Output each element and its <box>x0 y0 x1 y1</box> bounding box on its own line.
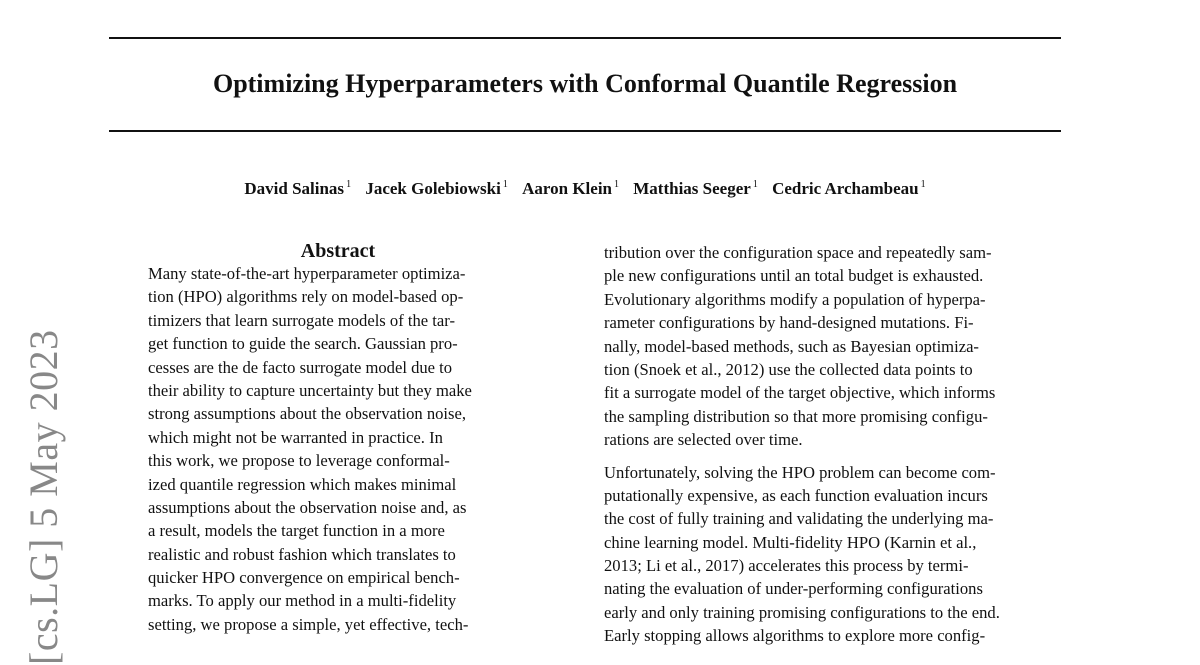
abstract-line: which might not be warranted in practice. In <box>148 427 443 447</box>
author-name: Matthias Seeger <box>633 178 751 198</box>
author-name: Aaron Klein <box>522 178 612 198</box>
author-affiliation: 1 <box>614 179 619 190</box>
author <box>522 179 619 198</box>
abstract-line: Many state-of-the-art hyperparameter optimiza- <box>148 264 466 283</box>
title-top-rule <box>109 37 1061 39</box>
author-affiliation: 1 <box>752 179 758 190</box>
body-line: fit a surrogate model of the target objective, which informs <box>604 383 996 403</box>
body-line: Unfortunately, solving the HPO problem can become com- <box>604 462 996 482</box>
abstract-line: cesses are the de facto surrogate model due to <box>148 357 453 377</box>
abstract-body <box>148 262 530 636</box>
abstract-heading: Abstract <box>300 240 376 262</box>
body-line: rations are selected over time. <box>604 430 803 450</box>
author-affiliation: 1 <box>346 179 352 190</box>
abstract-line: quicker HPO convergence on empirical bench- <box>148 568 460 588</box>
author <box>772 179 926 198</box>
body-line: early and only training promising configurations to the end. <box>604 602 1000 622</box>
body-line: the sampling distribution so that more promising configu- <box>604 406 988 426</box>
abstract-line: their ability to capture uncertainty but they make <box>148 380 472 400</box>
author-affiliation: 1 <box>920 179 926 190</box>
author-affiliation: 1 <box>502 179 508 190</box>
abstract-line: a result, models the target function in a more <box>148 521 445 541</box>
author-list <box>109 174 1061 200</box>
body-line: nating the evaluation of under-performing configurations <box>604 579 983 599</box>
paragraph-gap <box>604 452 1062 461</box>
author <box>633 179 758 198</box>
abstract-line: assumptions about the observation noise and, as <box>148 497 467 517</box>
arxiv-stamp: [cs.LG] 5 May 2023 <box>21 329 66 665</box>
paper-title: Optimizing Hyperparameters with Conformal Quantile Regression <box>212 69 958 98</box>
body-line: Early stopping allows algorithms to explore more config- <box>604 626 986 646</box>
abstract-line: get function to guide the search. Gaussian pro- <box>148 334 458 354</box>
abstract-line: this work, we propose to leverage conformal- <box>148 451 450 471</box>
author-name: Jacek Golebiowski <box>365 178 501 198</box>
body-line: chine learning model. Multi-fidelity HPO (Karnin et al., <box>604 532 977 552</box>
abstract-line: strong assumptions about the observation noise, <box>148 404 467 424</box>
body-paragraph-1 <box>604 241 1062 452</box>
abstract-line: marks. To apply our method in a multi-fidelity <box>148 591 457 611</box>
abstract-line: setting, we propose a simple, yet effective, tech- <box>148 614 469 634</box>
body-line: tribution over the configuration space and repeatedly sam- <box>604 243 992 262</box>
abstract-line: tion (HPO) algorithms rely on model-based op- <box>148 287 464 307</box>
abstract-line: realistic and robust fashion which translates to <box>148 544 456 564</box>
body-right-column <box>604 241 1062 648</box>
abstract-line: ized quantile regression which makes minimal <box>148 474 457 494</box>
author <box>365 179 508 198</box>
body-line: tion (Snoek et al., 2012) use the collected data points to <box>604 359 973 379</box>
body-line: rameter configurations by hand-designed mutations. Fi- <box>604 313 974 333</box>
author-name: David Salinas <box>244 178 345 198</box>
body-line: ple new configurations until an total budget is exhausted. <box>604 266 984 286</box>
body-paragraph-2 <box>604 461 1062 648</box>
body-line: nally, model-based methods, such as Bayesian optimiza- <box>604 336 979 356</box>
body-line: 2013; Li et al., 2017) accelerates this process by termi- <box>604 556 969 576</box>
author <box>244 179 351 198</box>
title-bottom-rule <box>109 130 1061 132</box>
body-line: Evolutionary algorithms modify a population of hyperpa- <box>604 289 986 309</box>
body-line: the cost of fully training and validating the underlying ma- <box>604 509 994 529</box>
body-line: putationally expensive, as each function evaluation incurs <box>604 485 988 505</box>
author-name: Cedric Archambeau <box>772 178 919 198</box>
abstract-line: timizers that learn surrogate models of the tar- <box>148 310 456 330</box>
